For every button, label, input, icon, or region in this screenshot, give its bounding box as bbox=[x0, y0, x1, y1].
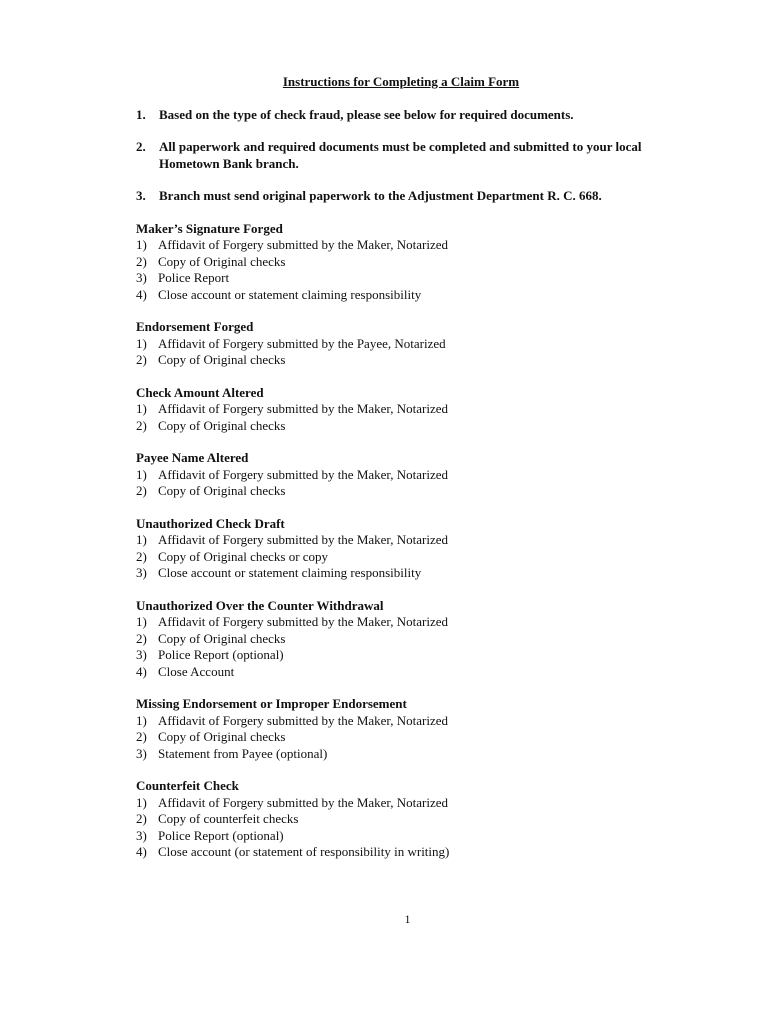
step-text: Based on the type of check fraud, please see below for required documents. bbox=[159, 106, 574, 122]
section-title: Unauthorized Check Draft bbox=[136, 515, 285, 531]
section-title: Maker’s Signature Forged bbox=[136, 220, 283, 236]
instruction-steps bbox=[136, 107, 696, 205]
list-item: 3) Police Report (optional) bbox=[136, 647, 284, 662]
list-item: 3) Statement from Payee (optional) bbox=[136, 745, 328, 761]
list-item-text: Affidavit of Forgery submitted by the Maker, Notarized bbox=[158, 794, 448, 810]
document-body bbox=[136, 74, 696, 877]
list-item-text: Police Report (optional) bbox=[158, 827, 284, 843]
fraud-section bbox=[136, 319, 696, 369]
section-title: Missing Endorsement or Improper Endorsement bbox=[136, 696, 407, 711]
list-item: 2) Copy of Original checks bbox=[136, 352, 286, 367]
step-number: 3. bbox=[136, 188, 146, 203]
required-documents-list bbox=[136, 401, 696, 434]
list-item: 1) Affidavit of Forgery submitted by the Maker, Notarized bbox=[136, 237, 448, 252]
list-item: 3) Police Report (optional) bbox=[136, 827, 284, 843]
list-item: 4) Close Account bbox=[136, 663, 235, 679]
fraud-section bbox=[136, 598, 696, 681]
required-documents-list bbox=[136, 237, 696, 303]
list-item: 1) Affidavit of Forgery submitted by the Maker, Notarized bbox=[136, 401, 448, 416]
list-item-text: Copy of Original checks bbox=[158, 352, 286, 367]
list-item: 2) Copy of Original checks bbox=[136, 630, 286, 646]
required-documents-list bbox=[136, 467, 696, 500]
list-item-text: Copy of Original checks or copy bbox=[158, 548, 329, 564]
list-item: 1) Affidavit of Forgery submitted by the Maker, Notarized bbox=[136, 614, 448, 629]
list-item-text: Close account (or statement of responsibility in writing) bbox=[158, 844, 450, 859]
list-item-text: Affidavit of Forgery submitted by the Maker, Notarized bbox=[158, 401, 448, 416]
section-title: Unauthorized Over the Counter Withdrawal bbox=[136, 597, 384, 613]
page-number: 1 bbox=[404, 912, 411, 926]
required-documents-list bbox=[136, 795, 696, 861]
list-item: 2) Copy of Original checks bbox=[136, 417, 286, 433]
required-documents-list bbox=[136, 532, 696, 582]
instruction-step bbox=[136, 139, 696, 172]
required-documents-list bbox=[136, 614, 696, 680]
list-item: 1) Affidavit of Forgery submitted by the Maker, Notarized bbox=[136, 532, 448, 547]
required-documents-list bbox=[136, 336, 696, 369]
list-item: 1) Affidavit of Forgery submitted by the Maker, Notarized bbox=[136, 712, 448, 728]
step-number: 1. bbox=[136, 106, 146, 122]
instruction-step bbox=[136, 188, 696, 205]
list-item: 2) Copy of counterfeit checks bbox=[136, 811, 299, 826]
list-item: 2) Copy of Original checks or copy bbox=[136, 548, 329, 564]
list-item: 1) Affidavit of Forgery submitted by the Maker, Notarized bbox=[136, 794, 448, 810]
list-item-text: Affidavit of Forgery submitted by the Maker, Notarized bbox=[158, 237, 448, 252]
list-item: 4) Close account or statement claiming responsibility bbox=[136, 286, 422, 302]
list-item-text: Police Report bbox=[158, 270, 230, 285]
list-item-text: Affidavit of Forgery submitted by the Maker, Notarized bbox=[158, 712, 448, 728]
fraud-section bbox=[136, 221, 696, 304]
list-item-text: Close account or statement claiming responsibility bbox=[158, 565, 422, 580]
list-item-text: Close account or statement claiming responsibility bbox=[158, 286, 422, 302]
list-item: 1) Affidavit of Forgery submitted by the Payee, Notarized bbox=[136, 335, 446, 351]
list-item-text: Copy of Original checks bbox=[158, 417, 286, 433]
fraud-section bbox=[136, 516, 696, 582]
step-text: All paperwork and required documents must be completed and submitted to your local Hometown Bank branch. bbox=[159, 139, 642, 171]
list-item: 2) Copy of Original checks bbox=[136, 483, 286, 498]
list-item-text: Affidavit of Forgery submitted by the Maker, Notarized bbox=[158, 532, 448, 547]
list-item: 3) Close account or statement claiming responsibility bbox=[136, 565, 422, 580]
fraud-section bbox=[136, 450, 696, 500]
step-text: Branch must send original paperwork to the Adjustment Department R. C. 668. bbox=[159, 188, 602, 203]
list-item: 3) Police Report bbox=[136, 270, 230, 285]
section-title: Endorsement Forged bbox=[136, 319, 254, 334]
list-item-text: Copy of counterfeit checks bbox=[158, 811, 299, 826]
section-title: Payee Name Altered bbox=[136, 450, 249, 465]
list-item-text: Copy of Original checks bbox=[158, 483, 286, 498]
fraud-section bbox=[136, 385, 696, 435]
fraud-section bbox=[136, 778, 696, 861]
instruction-step bbox=[136, 107, 696, 124]
step-number: 2. bbox=[136, 139, 146, 154]
section-title: Check Amount Altered bbox=[136, 384, 264, 400]
list-item: 4) Close account (or statement of responsibility in writing) bbox=[136, 844, 450, 859]
list-item-text: Affidavit of Forgery submitted by the Payee, Notarized bbox=[158, 335, 446, 351]
list-item-text: Copy of Original checks bbox=[158, 630, 286, 646]
list-item-text: Affidavit of Forgery submitted by the Maker, Notarized bbox=[158, 466, 448, 482]
list-item-text: Statement from Payee (optional) bbox=[158, 745, 328, 761]
list-item-text: Copy of Original checks bbox=[158, 729, 286, 744]
document-title: Instructions for Completing a Claim Form bbox=[282, 74, 520, 89]
required-documents-list bbox=[136, 713, 696, 763]
list-item: 2) Copy of Original checks bbox=[136, 253, 286, 269]
list-item-text: Copy of Original checks bbox=[158, 253, 286, 269]
fraud-section bbox=[136, 696, 696, 762]
list-item: 2) Copy of Original checks bbox=[136, 729, 286, 744]
list-item-text: Close Account bbox=[158, 663, 235, 679]
list-item-text: Police Report (optional) bbox=[158, 647, 284, 662]
list-item: 1) Affidavit of Forgery submitted by the Maker, Notarized bbox=[136, 466, 448, 482]
list-item-text: Affidavit of Forgery submitted by the Maker, Notarized bbox=[158, 614, 448, 629]
section-title: Counterfeit Check bbox=[136, 778, 239, 793]
